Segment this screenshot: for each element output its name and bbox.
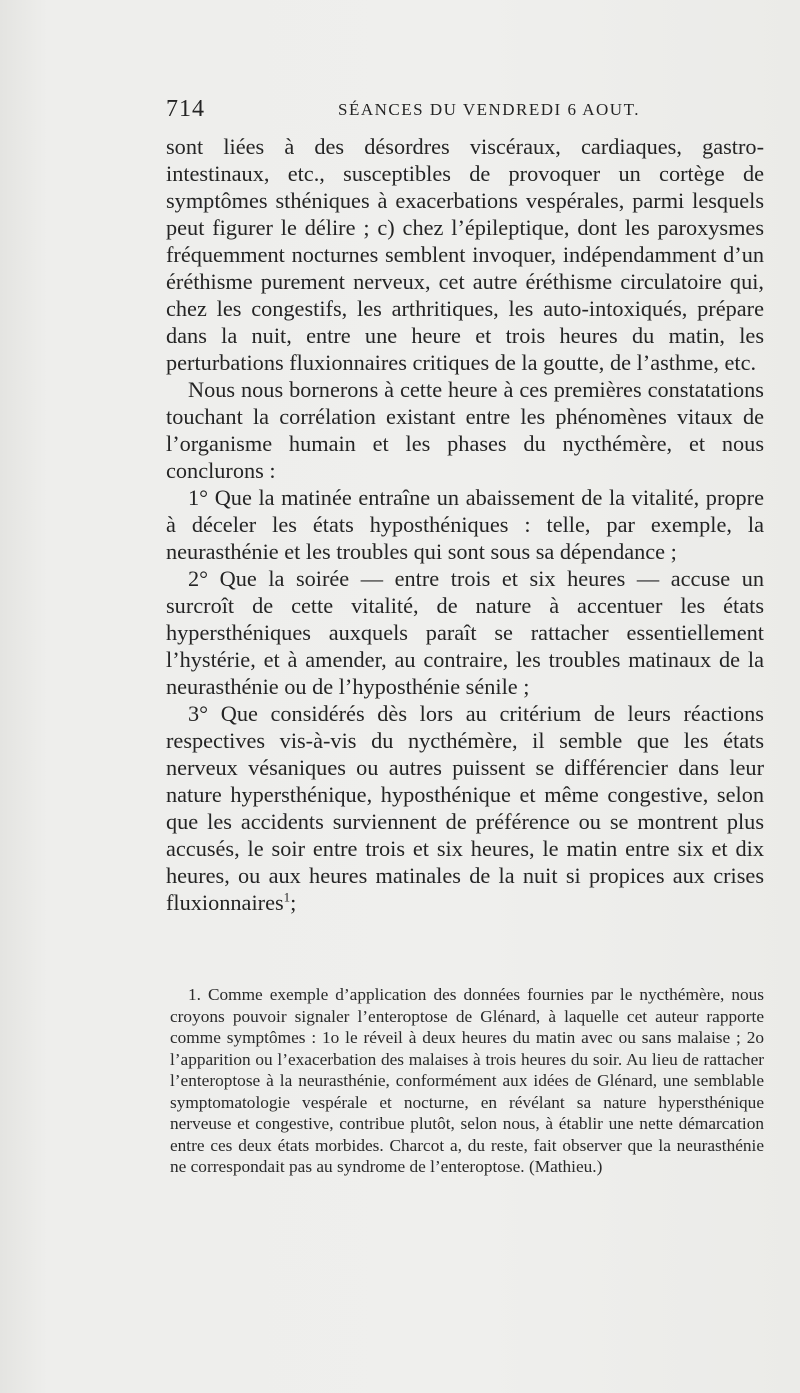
paragraph-continued: sont liées à des désordres viscéraux, cardiaques, gastro-intestinaux, etc., susceptibles de provoquer un cortège de symptômes sthéniques à exacerbations vespérales, parmi lesquels peut figurer le délire ; c) chez l’épileptique, dont les paroxysmes fréquemment nocturnes semblent invoquer, indépendamment d’un éréthisme purement nerveux, cet autre éréthisme circulatoire qui, chez les congestifs, les arthritiques, les auto-intoxiqués, prépare dans la nuit, entre une heure et trois heures du matin, les perturbations fluxionnaires critiques de la goutte, de l’asthme, etc. — [166, 134, 764, 375]
running-head: SÉANCES DU VENDREDI 6 AOUT. — [338, 100, 640, 119]
page-number: 714 — [166, 96, 205, 122]
footnotes — [170, 984, 764, 1178]
footnote-1: 1. Comme exemple d’application des données fournies par le nycthémère, nous croyons pouvoir signaler l’enteroptose de Glénard, à laquelle cet auteur rapporte comme symptômes : 1o le réveil à deux heures du matin avec ou sans malaise ; 2o l’apparition ou l’exacerbation des malaises à trois heures du soir. Au lieu de rattacher l’enteroptose à la neurasthénie, conformément aux idées de Glénard, une semblable symptomatologie vespérale et nocturne, en révélant sa nature hypersthénique nerveuse et congestive, contribue plutôt, selon nous, à établir une nette démarcation entre ces deux états morbides. Charcot a, du reste, fait observer que la neurasthénie ne correspondait pas au syndrome de l’enteroptose. (Mathieu.) — [170, 985, 764, 1176]
paragraph-conclusions-intro: Nous nous bornerons à cette heure à ces premières constatations touchant la corrélation existant entre les phénomènes vitaux de l’organisme humain et les phases du nycthémère, et nous conclurons : — [166, 377, 764, 483]
paragraph-conclusion-2: 2° Que la soirée — entre trois et six heures — accuse un surcroît de cette vitalité, de nature à accentuer les états hypersthéniques auxquels paraît se rattacher essentiellement l’hystérie, et à amender, au contraire, les troubles matinaux de la neurasthénie ou de l’hyposthénie sénile ; — [166, 566, 764, 699]
footnote-marker: 1 — [283, 889, 291, 905]
conclusion-3-end: ; — [290, 890, 297, 915]
paragraph-conclusion-3 — [166, 700, 764, 916]
conclusion-3-text: 3° Que considérés dès lors au critérium de leurs réactions respectives vis-à-vis du nycthémère, il semble que les états nerveux vésaniques ou autres puissent se différencier dans leur nature hypersthénique, hyposthénique et même congestive, selon que les accidents surviennent de préférence ou se montrent plus accusés, le soir entre trois et six heures, le matin entre six et dix heures, ou aux heures matinales de la nuit si propices aux crises fluxionnaires — [166, 701, 764, 915]
page-header — [166, 96, 764, 128]
main-text — [166, 133, 764, 916]
paragraph-conclusion-1: 1° Que la matinée entraîne un abaissement de la vitalité, propre à déceler les états hyposthéniques : telle, par exemple, la neurasthénie et les troubles qui sont sous sa dépendance ; — [166, 485, 764, 564]
